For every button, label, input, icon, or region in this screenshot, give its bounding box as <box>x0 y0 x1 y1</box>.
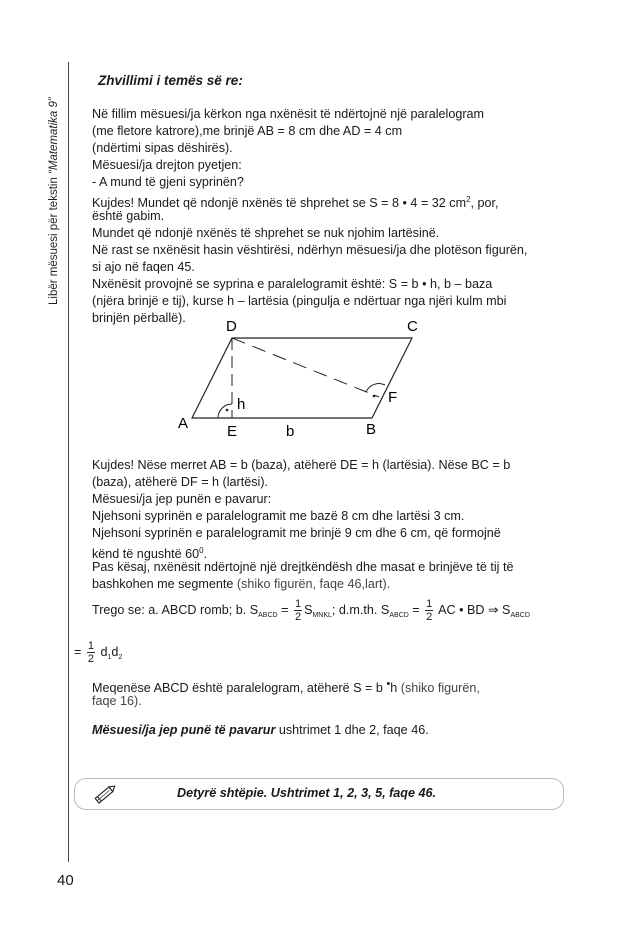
text-segment: d <box>111 644 119 659</box>
text-segment: . <box>203 547 208 561</box>
para-line: si ajo në faqen 45. <box>92 260 195 274</box>
text-segment: ; d.m.th. S <box>331 602 390 617</box>
right-angle-f <box>366 384 385 392</box>
fraction-numerator: 1 <box>294 598 302 610</box>
para-line: (njëra brinjë e tij), kurse h – lartësia (pingulja e ndërtuar nga njëri kulm mbi <box>92 294 507 308</box>
label-b: b <box>286 423 295 440</box>
text-segment: d <box>96 644 108 659</box>
label-C: C <box>407 318 418 335</box>
formula-line <box>74 640 122 666</box>
text-segment: = <box>408 602 424 617</box>
fraction-numerator: 1 <box>426 598 433 610</box>
label-F: F <box>388 389 398 406</box>
para-line: (me fletore katrore),me brinjë AB = 8 cm dhe AD = 4 cm <box>92 124 403 138</box>
para-line: Mësuesi/ja drejton pyetjen: <box>92 158 242 172</box>
homework-box <box>74 778 564 810</box>
para-line: Në fillim mësuesi/ja kërkon nga nxënësit të ndërtojnë një paralelogram <box>92 107 485 121</box>
para-line: Pas kësaj, nxënësit ndërtojnë një drejtkëndësh dhe masat e brinjëve të tij të <box>92 560 514 574</box>
subscript: MNKL <box>312 611 332 619</box>
fraction <box>294 598 302 623</box>
text-segment: Kujdes! Mundet që ndonjë nxënës të shprehet se S = 8 <box>92 196 403 210</box>
text-segment: (shiko figurën, faqe 46,lart). <box>236 577 391 591</box>
text-segment: S <box>498 602 511 617</box>
page-number: 40 <box>57 872 74 889</box>
multiply-dot: • <box>422 277 427 291</box>
right-angle-dot-f <box>373 395 376 398</box>
para-line: Njehsoni syprinën e paralelogramit me bazë 8 cm dhe lartësi 3 cm. <box>92 509 465 523</box>
para-line <box>92 276 492 293</box>
label-A: A <box>178 415 189 432</box>
text-segment: S <box>304 602 313 617</box>
fraction <box>87 640 95 665</box>
subscript: ABCD <box>389 611 409 619</box>
text-segment: , por, <box>470 196 499 210</box>
fraction-denominator: 2 <box>87 653 94 665</box>
text-segment: ushtrimet 1 dhe 2, faqe 46. <box>275 723 429 737</box>
fraction-denominator: 2 <box>294 611 302 623</box>
right-angle-e <box>218 404 232 418</box>
fraction-numerator: 1 <box>87 640 94 652</box>
text-segment: Nxënësit provojnë se syprina e paralelogramit është: S = b <box>92 277 423 291</box>
pencil-icon <box>89 782 119 808</box>
label-E: E <box>227 423 238 440</box>
para-line: Njehsoni syprinën e paralelogramit me brinjë 9 cm dhe 6 cm, që formojnë <box>92 526 501 540</box>
label-B: B <box>366 421 377 438</box>
subscript: 1 <box>107 653 112 661</box>
parallelogram-figure <box>160 312 460 442</box>
label-h: h <box>237 396 246 413</box>
text-segment: 4 = 32 cm <box>406 196 467 210</box>
fraction-denominator: 2 <box>426 611 433 623</box>
text-segment: kënd të ngushtë 60 <box>92 547 200 561</box>
superscript: 0 <box>199 546 204 555</box>
para-line: është gabim. <box>92 209 165 223</box>
para-line <box>92 722 429 739</box>
para-line: Mësuesi/ja jep punën e pavarur: <box>92 492 272 506</box>
multiply-dot: • <box>402 196 407 210</box>
text-segment: Mësuesi/ja jep punë të pavarur <box>92 723 276 737</box>
multiply-dot: • <box>386 678 391 690</box>
para-line: - A mund të gjeni syprinën? <box>92 175 244 189</box>
sidebar-book-title <box>48 97 60 305</box>
subscript: ABCD <box>510 611 530 619</box>
text-segment: = <box>74 644 85 659</box>
text-segment: = <box>277 602 292 617</box>
para-line: Mundet që ndonjë nxënës të shprehet se nuk njohim lartësinë. <box>92 226 440 240</box>
para-line: (ndërtimi sipas dëshirës). <box>92 141 233 155</box>
height-df <box>232 338 379 397</box>
homework-text: Detyrë shtëpie. Ushtrimet 1, 2, 3, 5, faqe 46. <box>177 786 436 800</box>
para-line <box>92 576 390 593</box>
margin-rule <box>68 62 69 862</box>
text-segment: BD <box>463 602 488 617</box>
para-line: faqe 16). <box>92 694 142 708</box>
subscript: ABCD <box>258 611 278 619</box>
superscript: 2 <box>466 195 471 204</box>
text-segment: bashkohen me segmente <box>92 577 237 591</box>
formula-line <box>92 598 530 624</box>
fraction <box>425 598 433 623</box>
text-segment: h <box>390 681 401 695</box>
text-segment: Trego se: a. ABCD romb; b. S <box>92 602 259 617</box>
para-line: brinjën përballë). <box>92 311 186 325</box>
para-line: Në rast se nxënësit hasin vështirësi, ndërhyn mësuesi/ja dhe plotëson figurën, <box>92 243 528 257</box>
text-segment: AC <box>435 602 460 617</box>
label-D: D <box>226 318 237 335</box>
sidebar-book: “Matematika 9” <box>48 97 60 174</box>
implies-arrow: ⇒ <box>488 602 499 617</box>
text-segment: h, b – baza <box>426 277 493 291</box>
para-line <box>92 676 480 697</box>
subscript: 2 <box>118 653 123 661</box>
para-line: Kujdes! Nëse merret AB = b (baza), atëherë DE = h (lartësia). Nëse BC = b <box>92 458 511 472</box>
para-line: (baza), atëherë DF = h (lartësi). <box>92 475 269 489</box>
right-angle-dot-e <box>226 409 229 412</box>
section-title: Zhvillimi i temës së re: <box>98 73 243 88</box>
text-segment: Meqenëse ABCD është paralelogram, atëherë S = b <box>92 681 387 695</box>
sidebar-prefix: Libër mësuesi për tekstin <box>48 173 60 305</box>
multiply-dot: • <box>459 602 464 617</box>
text-segment: (shiko figurën, <box>400 681 480 695</box>
